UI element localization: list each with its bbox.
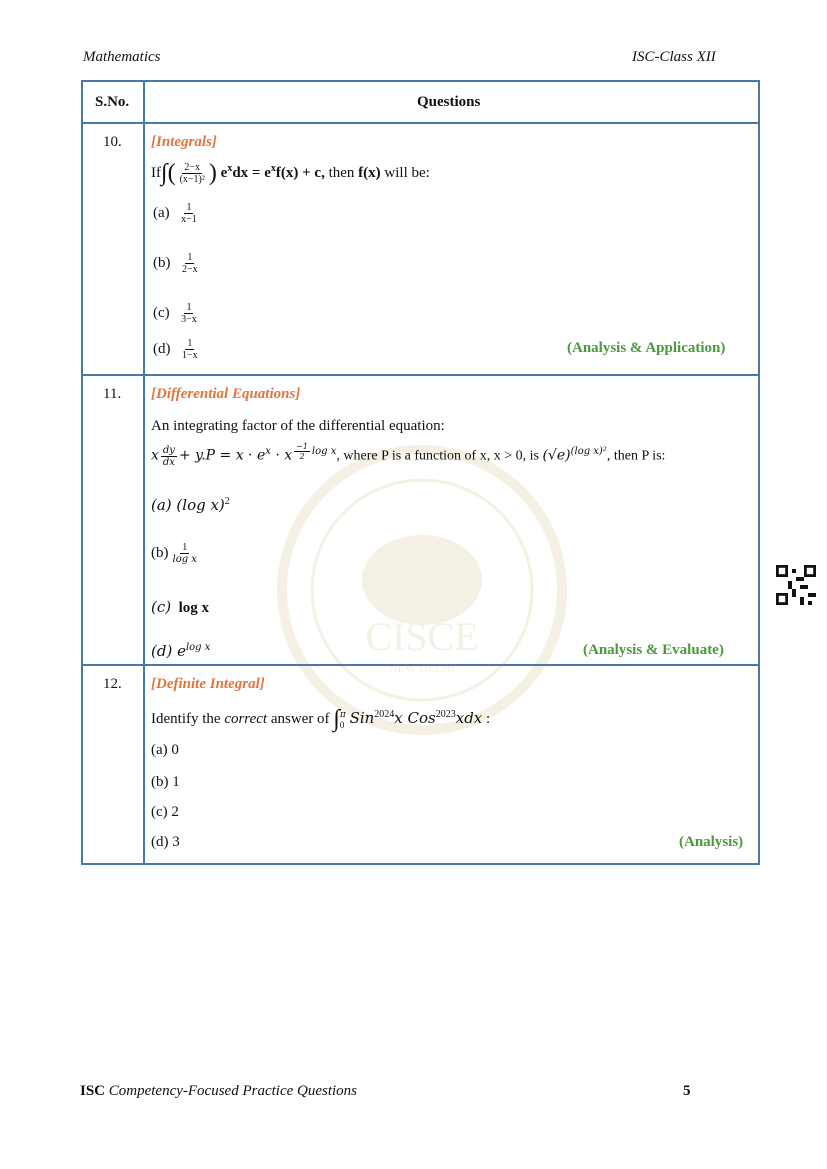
integral-symbol: ∫: [333, 706, 340, 732]
header-class: ISC-Class XII: [632, 49, 716, 65]
header-subject: Mathematics: [83, 49, 161, 65]
eq-where: , where P is a function of x, x > 0, is: [336, 448, 543, 464]
option-num: 1: [187, 252, 193, 263]
option-b: [153, 252, 202, 275]
eq-dot-x: · x: [270, 447, 293, 464]
option-d-sup: log x: [185, 642, 211, 653]
col-header-questions: Questions: [417, 94, 481, 110]
option-label: (b): [151, 544, 169, 561]
skill-tag: (Analysis & Application): [567, 340, 726, 356]
expr-fx: f(x) + c,: [275, 164, 325, 181]
page-number: 5: [683, 1083, 691, 1099]
exp-num: −1: [296, 442, 308, 451]
option-c: (c) 2: [151, 804, 179, 820]
footer-brand: ISC: [80, 1083, 106, 1099]
question-stem: [151, 706, 490, 733]
option-c: [151, 598, 209, 617]
expr-xdx: xdx: [455, 708, 483, 727]
questions-table: [81, 80, 760, 865]
expr-sin: Sin: [349, 708, 375, 727]
stem-if: If: [151, 164, 161, 181]
row-divider: [83, 374, 758, 376]
option-c: [153, 302, 201, 325]
col-header-sno: S.No.: [95, 94, 130, 110]
option-num: 1: [182, 542, 188, 553]
option-num: 1: [187, 338, 193, 349]
option-label: (c): [153, 304, 170, 321]
exp-den: 2: [299, 452, 305, 461]
question-topic: [Differential Equations]: [151, 386, 301, 402]
stem-answer-of: answer of: [267, 710, 334, 727]
expr-e: e: [220, 164, 228, 181]
exp-log: log x: [311, 445, 337, 457]
eq-dx: dx: [162, 456, 175, 468]
option-a-sup: 2: [224, 496, 230, 507]
option-d: (d) 3: [151, 834, 180, 850]
option-den: log x: [172, 554, 197, 565]
option-num: 1: [186, 302, 192, 313]
question-topic: [Integrals]: [151, 134, 217, 150]
eq-dy: dy: [162, 444, 175, 456]
eq-mid: + y.P = x · e: [178, 447, 266, 464]
question-number: 11.: [103, 386, 122, 402]
question-intro: An integrating factor of the differential equation:: [151, 418, 445, 434]
row-divider: [83, 664, 758, 666]
integral-symbol: ∫: [161, 160, 168, 186]
stem-then: then: [324, 164, 359, 181]
option-a: (a) 0: [151, 742, 179, 758]
option-label: (c): [151, 598, 172, 616]
option-den: 2−x: [182, 264, 198, 275]
footer-text: Competency-Focused Practice Questions: [108, 1083, 358, 1099]
sup-x: x: [270, 162, 276, 174]
eq-sup-x: x: [265, 445, 271, 457]
option-den: 3−x: [181, 314, 197, 325]
option-a: [151, 496, 230, 515]
sup-x: x: [227, 162, 233, 174]
cos-exp: 2023: [435, 708, 456, 720]
option-label: (b): [153, 254, 171, 271]
option-d: [151, 642, 210, 661]
option-d: [153, 338, 202, 361]
eq-sqrt-e: (√e): [542, 447, 571, 464]
question-topic: [Definite Integral]: [151, 676, 265, 692]
frac-den: (x−1)²: [179, 174, 205, 185]
expr-dx: dx = e: [232, 164, 271, 181]
option-label: (a): [153, 204, 170, 221]
frac-num: 2−x: [184, 162, 201, 173]
qr-code-icon: [776, 565, 816, 605]
watermark-text: CISCE: [365, 614, 479, 659]
row-divider: [83, 122, 758, 124]
stem-colon: :: [482, 710, 491, 727]
question-number: 12.: [103, 676, 122, 692]
question-number: 10.: [103, 134, 122, 150]
stem-identify: Identify the: [151, 710, 225, 727]
option-b: (b) 1: [151, 774, 180, 790]
option-d-text: (d) e: [151, 642, 186, 660]
stem-fx: f(x): [358, 164, 381, 181]
question-equation: [151, 442, 665, 468]
skill-tag: (Analysis & Evaluate): [583, 642, 724, 658]
option-label: (d): [153, 340, 171, 357]
column-divider: [143, 82, 145, 863]
watermark-subtext: NEW DELHI: [388, 661, 456, 675]
skill-tag: (Analysis): [679, 834, 744, 850]
option-a-text: (a) (log x): [151, 496, 225, 514]
option-num: 1: [186, 202, 192, 213]
expr-x-cos: x Cos: [394, 708, 436, 727]
upper-limit: π: [339, 709, 346, 720]
sin-exp: 2024: [374, 708, 395, 720]
stem-correct: correct: [224, 710, 268, 727]
option-b: [151, 542, 201, 565]
question-stem: If∫( $\frac{2-x}{\text{(x−1)²}}$ ) $e^xdx = e^xf(x) + c$, then f(x) will be:: [151, 160, 430, 186]
footer-title: [80, 1083, 357, 1100]
option-den: 1−x: [182, 350, 198, 361]
stem-will-be: will be:: [380, 164, 430, 181]
eq-then: , then P is:: [606, 448, 666, 464]
option-value: log x: [178, 600, 210, 616]
eq-sqrt-exp: (log x)²: [570, 445, 607, 457]
eq-x: x: [151, 447, 159, 464]
option-den: x−1: [181, 214, 197, 225]
option-a: [153, 202, 201, 225]
lower-limit: 0: [339, 719, 345, 730]
